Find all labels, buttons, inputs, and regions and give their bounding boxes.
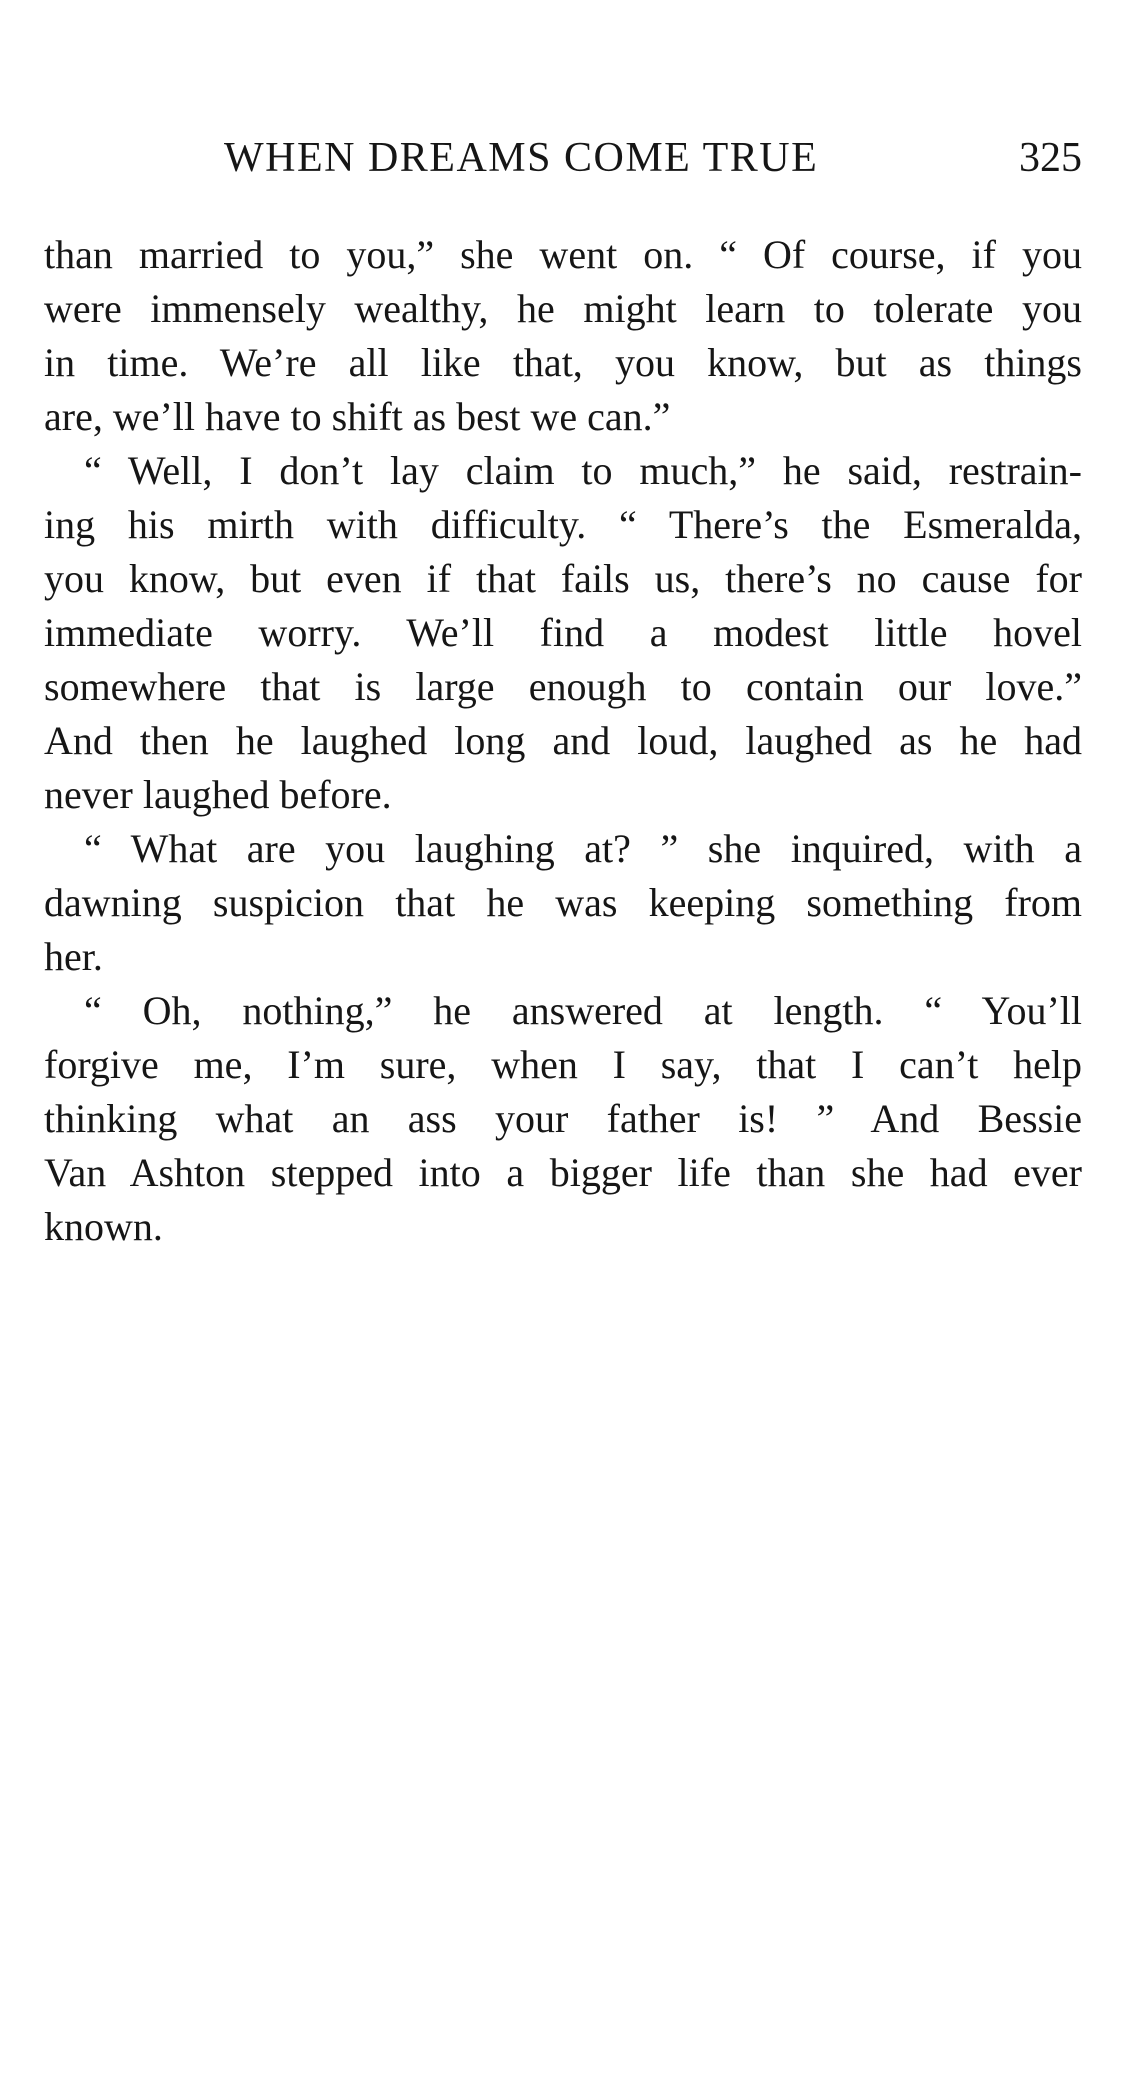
text-line: ing his mirth with difficulty. “ There’s the Esmeralda,	[44, 502, 1082, 547]
text-line: her.	[44, 934, 103, 979]
body-text	[44, 228, 1082, 1254]
text-line: immediate worry. We’ll find a modest little hovel	[44, 610, 1082, 655]
text-line: dawning suspicion that he was keeping something from	[44, 880, 1082, 925]
text-line: forgive me, I’m sure, when I say, that I can’t help	[44, 1042, 1082, 1087]
text-line: somewhere that is large enough to contain our love.”	[44, 664, 1082, 709]
text-line: are, we’ll have to shift as best we can.”	[44, 394, 671, 439]
text-line: known.	[44, 1204, 163, 1249]
page-number: 325	[1019, 135, 1082, 181]
running-title: WHEN DREAMS COME TRUE	[224, 135, 819, 181]
text-line: in time. We’re all like that, you know, but as things	[44, 340, 1082, 385]
running-head	[44, 134, 1082, 186]
text-line: And then he laughed long and loud, laughed as he had	[44, 718, 1082, 763]
text-line: were immensely wealthy, he might learn to tolerate you	[44, 286, 1082, 331]
text-line: “ Oh, nothing,” he answered at length. “ You’ll	[84, 988, 1082, 1033]
text-line: “ Well, I don’t lay claim to much,” he said, restrain-	[84, 448, 1082, 493]
text-line: you know, but even if that fails us, there’s no cause for	[44, 556, 1082, 601]
text-line: Van Ashton stepped into a bigger life than she had ever	[44, 1150, 1082, 1195]
text-line: than married to you,” she went on. “ Of course, if you	[44, 232, 1082, 277]
text-line: never laughed before.	[44, 772, 392, 817]
text-line: thinking what an ass your father is! ” And Bessie	[44, 1096, 1082, 1141]
text-line: “ What are you laughing at? ” she inquired, with a	[84, 826, 1082, 871]
